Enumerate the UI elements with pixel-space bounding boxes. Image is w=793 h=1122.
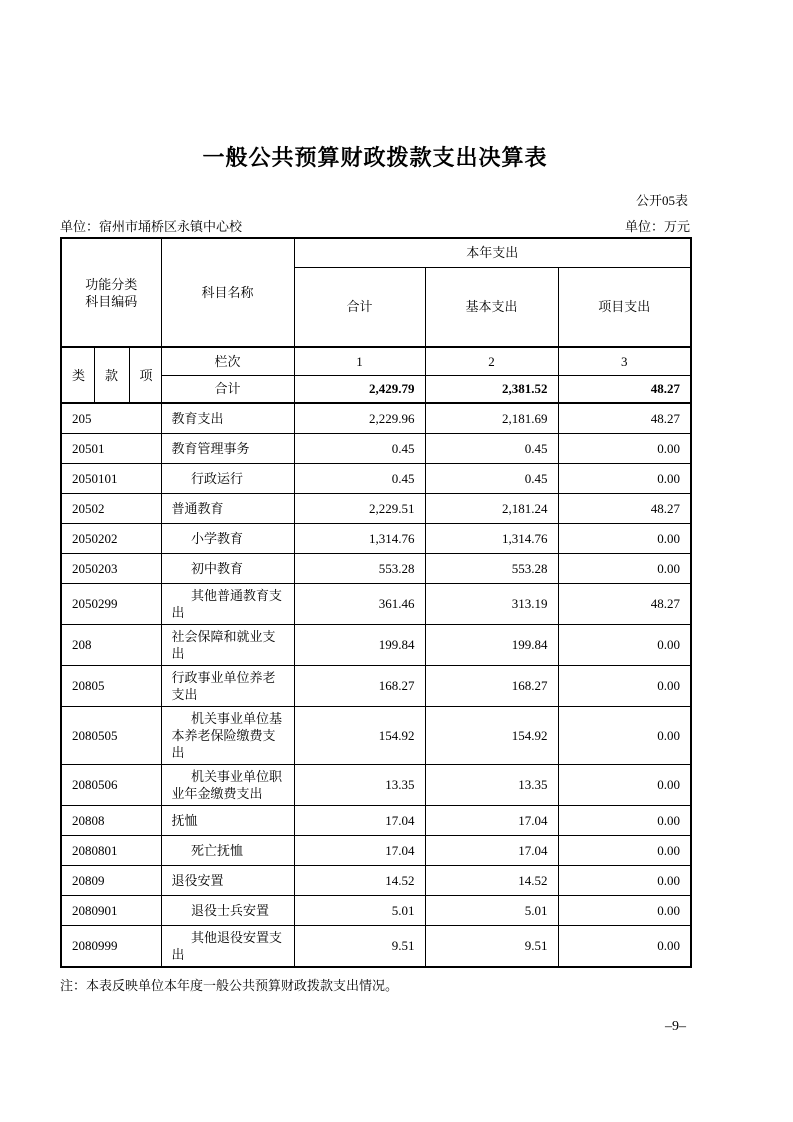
document-page — [60, 0, 690, 1035]
row-total-value: 361.46 — [294, 583, 425, 624]
row-total-value: 17.04 — [294, 805, 425, 835]
row-project-value: 48.27 — [558, 403, 691, 433]
row-code: 205 — [61, 403, 161, 433]
row-project-value: 0.00 — [558, 433, 691, 463]
header-col-basic: 基本支出 — [425, 267, 558, 347]
row-project-value: 48.27 — [558, 493, 691, 523]
row-project-value: 0.00 — [558, 865, 691, 895]
header-lanci-3: 3 — [558, 347, 691, 375]
row-total-value: 0.45 — [294, 463, 425, 493]
table-row — [61, 706, 691, 764]
page-number: –9– — [665, 1018, 686, 1034]
row-project-value: 0.00 — [558, 665, 691, 706]
row-code: 2050101 — [61, 463, 161, 493]
row-subject-name: 普通教育 — [161, 493, 294, 523]
table-row — [61, 805, 691, 835]
row-subject-name: 行政事业单位养老支出 — [161, 665, 294, 706]
row-subject-name: 社会保障和就业支出 — [161, 624, 294, 665]
row-basic-value: 2,181.24 — [425, 493, 558, 523]
table-row — [61, 925, 691, 967]
row-basic-value: 5.01 — [425, 895, 558, 925]
row-code: 20502 — [61, 493, 161, 523]
row-total-value: 9.51 — [294, 925, 425, 967]
header-col-project: 项目支出 — [558, 267, 691, 347]
row-total-value: 5.01 — [294, 895, 425, 925]
row-code: 20809 — [61, 865, 161, 895]
row-total-value: 14.52 — [294, 865, 425, 895]
row-total-value: 553.28 — [294, 553, 425, 583]
table-row — [61, 583, 691, 624]
table-row — [61, 403, 691, 433]
table-row — [61, 433, 691, 463]
row-project-value: 0.00 — [558, 624, 691, 665]
row-project-value: 0.00 — [558, 463, 691, 493]
row-basic-value: 313.19 — [425, 583, 558, 624]
row-code: 20808 — [61, 805, 161, 835]
row-total-value: 2,229.51 — [294, 493, 425, 523]
row-subject-name: 小学教育 — [161, 523, 294, 553]
table-row — [61, 764, 691, 805]
row-basic-value: 17.04 — [425, 835, 558, 865]
row-project-value: 0.00 — [558, 805, 691, 835]
row-project-value: 0.00 — [558, 553, 691, 583]
row-basic-value: 9.51 — [425, 925, 558, 967]
total-row-label: 合计 — [161, 375, 294, 403]
row-basic-value: 168.27 — [425, 665, 558, 706]
row-basic-value: 17.04 — [425, 805, 558, 835]
header-lanci-2: 2 — [425, 347, 558, 375]
row-code: 20805 — [61, 665, 161, 706]
row-subject-name: 抚恤 — [161, 805, 294, 835]
total-row-total: 2,429.79 — [294, 375, 425, 403]
row-code: 2050203 — [61, 553, 161, 583]
row-basic-value: 13.35 — [425, 764, 558, 805]
row-project-value: 0.00 — [558, 835, 691, 865]
row-total-value: 154.92 — [294, 706, 425, 764]
row-basic-value: 0.45 — [425, 433, 558, 463]
row-total-value: 0.45 — [294, 433, 425, 463]
row-subject-name: 机关事业单位基本养老保险缴费支出 — [161, 706, 294, 764]
row-project-value: 0.00 — [558, 764, 691, 805]
row-total-value: 17.04 — [294, 835, 425, 865]
row-code: 2080506 — [61, 764, 161, 805]
header-row-lanci — [61, 347, 691, 375]
table-row — [61, 624, 691, 665]
row-basic-value: 2,181.69 — [425, 403, 558, 433]
row-basic-value: 0.45 — [425, 463, 558, 493]
table-row — [61, 895, 691, 925]
row-total-value: 13.35 — [294, 764, 425, 805]
table-row — [61, 553, 691, 583]
row-total-value: 199.84 — [294, 624, 425, 665]
header-lanci-1: 1 — [294, 347, 425, 375]
table-row — [61, 665, 691, 706]
total-row-basic: 2,381.52 — [425, 375, 558, 403]
row-subject-name: 教育支出 — [161, 403, 294, 433]
row-basic-value: 199.84 — [425, 624, 558, 665]
row-code: 2080999 — [61, 925, 161, 967]
row-subject-name: 初中教育 — [161, 553, 294, 583]
row-total-value: 1,314.76 — [294, 523, 425, 553]
header-col-total: 合计 — [294, 267, 425, 347]
row-subject-name: 教育管理事务 — [161, 433, 294, 463]
header-lanci-label: 栏次 — [161, 347, 294, 375]
footnote: 注：本表反映单位本年度一般公共预算财政拨款支出情况。 — [60, 977, 399, 993]
row-total-value: 168.27 — [294, 665, 425, 706]
table-row — [61, 463, 691, 493]
row-subject-name: 机关事业单位职业年金缴费支出 — [161, 764, 294, 805]
row-project-value: 0.00 — [558, 523, 691, 553]
row-subject-name: 其他退役安置支出 — [161, 925, 294, 967]
header-sub-item: 项 — [129, 347, 161, 403]
header-code-group: 功能分类 科目编码 — [61, 238, 161, 347]
row-subject-name: 退役士兵安置 — [161, 895, 294, 925]
header-subject-name: 科目名称 — [161, 238, 294, 347]
row-basic-value: 1,314.76 — [425, 523, 558, 553]
row-project-value: 48.27 — [558, 583, 691, 624]
table-row — [61, 493, 691, 523]
table-row — [61, 835, 691, 865]
header-sub-section: 款 — [94, 347, 129, 403]
header-year-expenditure: 本年支出 — [294, 238, 691, 267]
row-project-value: 0.00 — [558, 895, 691, 925]
row-code: 2050299 — [61, 583, 161, 624]
header-sub-class: 类 — [61, 347, 94, 403]
total-row-project: 48.27 — [558, 375, 691, 403]
row-subject-name: 其他普通教育支出 — [161, 583, 294, 624]
row-project-value: 0.00 — [558, 706, 691, 764]
currency-unit-label: 单位：万元 — [624, 219, 690, 234]
row-code: 2080801 — [61, 835, 161, 865]
budget-table — [60, 237, 692, 968]
row-code: 2050202 — [61, 523, 161, 553]
row-subject-name: 退役安置 — [161, 865, 294, 895]
row-code: 208 — [61, 624, 161, 665]
row-basic-value: 553.28 — [425, 553, 558, 583]
row-basic-value: 14.52 — [425, 865, 558, 895]
table-row — [61, 865, 691, 895]
row-subject-name: 行政运行 — [161, 463, 294, 493]
page-title: 一般公共预算财政拨款支出决算表 — [202, 145, 548, 170]
row-basic-value: 154.92 — [425, 706, 558, 764]
table-code-label: 公开05表 — [635, 193, 688, 208]
budget-table-body — [61, 403, 691, 967]
unit-name-label: 单位：宿州市埇桥区永镇中心校 — [60, 219, 243, 234]
row-code: 2080505 — [61, 706, 161, 764]
row-code: 20501 — [61, 433, 161, 463]
table-row — [61, 523, 691, 553]
row-subject-name: 死亡抚恤 — [161, 835, 294, 865]
row-total-value: 2,229.96 — [294, 403, 425, 433]
unit-row — [60, 216, 690, 235]
row-code: 2080901 — [61, 895, 161, 925]
row-project-value: 0.00 — [558, 925, 691, 967]
header-row-group — [61, 238, 691, 267]
